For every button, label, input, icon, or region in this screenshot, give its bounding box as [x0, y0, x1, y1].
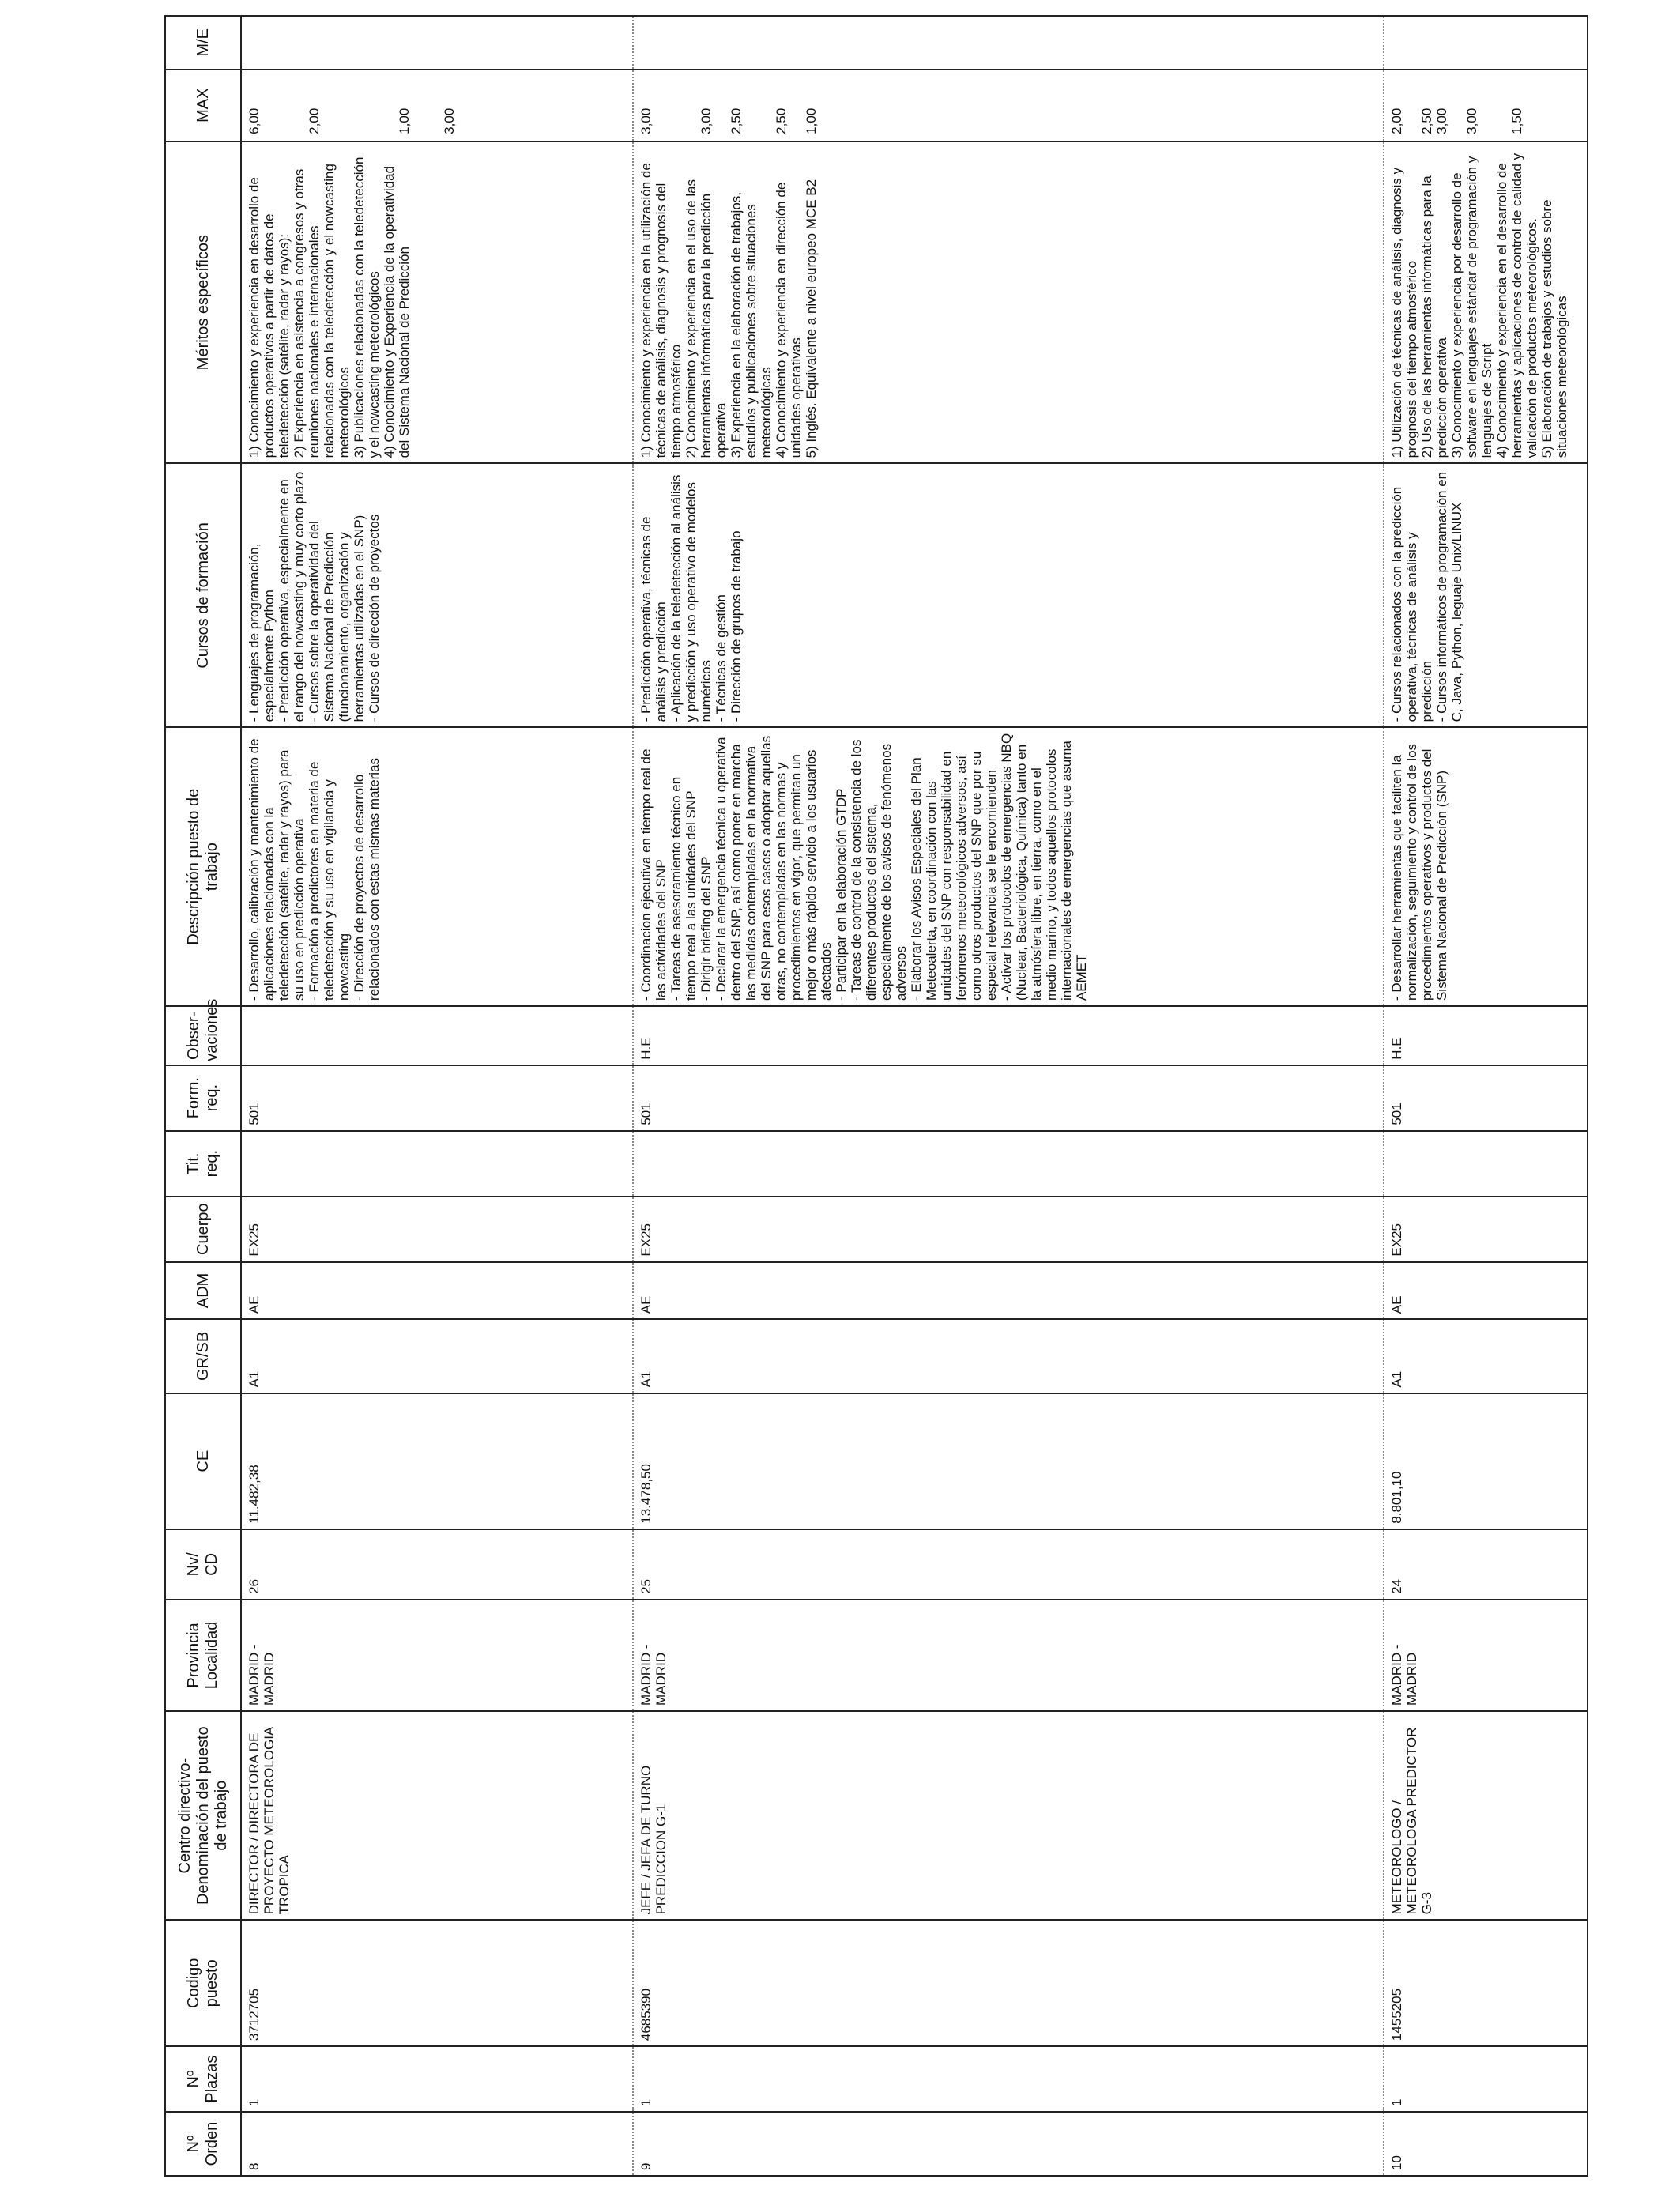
cell-centro: JEFE / JEFA DE TURNO PREDICCION G-1: [633, 1711, 1384, 1920]
cell-codigo: 3712705: [241, 1920, 633, 2046]
cell-observaciones: [241, 1006, 633, 1065]
cell-provincia: MADRID - MADRID: [1384, 1600, 1588, 1711]
cell-cursos: - Cursos relacionados con la predicción operativa, técnicas de análisis y predicción - Cursos informáticos de programación en C, Java, Python, leguaje Unix/LINUX: [1384, 463, 1588, 727]
cell-meritos: 1) Utilización de técnicas de análisis, diagnosis y prognosis del tiempo atmosférico 2) Uso de las herramientas informáticas para la predicción operativa 3) Conocimiento y experiencia por desarrollo de software en lenguajes estándar de programación y lenguajes de Script 4) Conocimiento y experiencia en el desarrollo de herramientas y aplicaciones de control de calidad y validación de productos meteorológicos. 5) Elaboración de trabajos y estudios sobre situaciones meteorológicas: [1384, 141, 1588, 464]
cell-centro: METEOROLOGO / METEOROLOGA PREDICTOR G-3: [1384, 1711, 1588, 1920]
cell-ce: 13.478,50: [633, 1393, 1384, 1529]
cell-max: 3,00 3,00 2,50 2,50 1,00: [633, 70, 1384, 141]
cell-cuerpo: EX25: [241, 1197, 633, 1262]
table-row: [241, 16, 633, 2176]
cell-meritos: 1) Conocimiento y experiencia en la utilización de técnicas de análisis, diagnosis y prognosis del tiempo atmosférico 2) Conocimiento y experiencia en el uso de las herramientas informáticas para la predicción operativa 3) Experiencia en la elaboración de trabajos, estudios y publicaciones sobre situaciones meteorológicas 4) Conocimiento y experiencia en dirección de unidades operativas 5) Inglés. Equivalente a nivel europeo MCE B2: [633, 141, 1384, 464]
cell-me: [633, 16, 1384, 70]
cell-observaciones: H.E: [1384, 1006, 1588, 1065]
cell-descripcion: - Desarrollar herramientas que faciliten la normalización, seguimiento y control de los procedimientos operativos y productos del Sistema Nacional de Predicción (SNP): [1384, 727, 1588, 1006]
cell-grupo: A1: [1384, 1319, 1588, 1393]
cell-plazas: 1: [633, 2046, 1384, 2112]
cell-max: 6,00 2,00 1,00 3,00: [241, 70, 633, 141]
cell-adm: AE: [633, 1262, 1384, 1320]
cell-observaciones: H.E: [633, 1006, 1384, 1065]
cell-plazas: 1: [241, 2046, 633, 2112]
header-ce: CE: [165, 1393, 241, 1529]
header-plazas: Nº Plazas: [165, 2046, 241, 2112]
cell-me: [241, 16, 633, 70]
header-observaciones: Obser- vaciones: [165, 1006, 241, 1065]
header-cursos: Cursos de formación: [165, 463, 241, 727]
header-centro: Centro directivo- Denominación del puesto de trabajo: [165, 1711, 241, 1920]
cell-cuerpo: EX25: [1384, 1197, 1588, 1262]
cell-meritos: 1) Conocimiento y experiencia en desarrollo de productos operativos a partir de datos de teledetección (satélite, radar y rayos): 2) Experiencia en asistencia a congresos y otras reuniones nacionales e internacionales relacionadas con la teledetección y el nowcasting meteorológicos 3) Publicaciones relacionadas con la teledetección y el nowcasting meteorológicos 4) Conocimiento y Experiencia de la operatividad del Sistema Nacional de Predicción: [241, 141, 633, 464]
header-titulacion: Tit. req.: [165, 1131, 241, 1197]
cell-codigo: 4685390: [633, 1920, 1384, 2046]
cell-me: [1384, 16, 1588, 70]
cell-adm: AE: [241, 1262, 633, 1320]
cell-orden: 10: [1384, 2112, 1588, 2176]
cell-formacion: 501: [633, 1065, 1384, 1131]
cell-codigo: 1455205: [1384, 1920, 1588, 2046]
cell-grupo: A1: [633, 1319, 1384, 1393]
header-formacion: Form. req.: [165, 1065, 241, 1131]
cell-descripcion: - Desarrollo, calibración y mantenimiento de aplicaciones relacionadas con la teledetección (satélite, radar y rayos) para su uso en predicción operativa - Formación a predictores en materia de teledetección y su uso en vigilancia y nowcasting - Dirección de proyectos de desarrollo relacionados con estas mismas materias: [241, 727, 633, 1006]
cell-nivel: 26: [241, 1529, 633, 1600]
cell-descripcion: - Coordinacion ejecutiva en tiempo real de las actividades del SNP - Tareas de asesoramiento técnico en tiempo real a las unidades del SNP - Dirigir briefing del SNP - Declarar la emergencia técnica u operativa dentro del SNP, así como poner en marcha las medidas contempladas en la normativa del SNP para esos casos o adoptar aquellas otras, no contempladas en las normas y procedimientos en vigor, que permitan un mejor o más rápido servicio a los usuarios afectados - Participar en la elaboración GTDP - Tareas de control de la consistencia de los diferentes productos del sistema, especialmente de los avisos de fenómenos adversos - Elaborar los Avisos Especiales del Plan Meteoalerta, en coordinación con las unidades del SNP con responsabilidad en fenómenos meteorológicos adversos, así como otros productos del SNP que por su especial relevancia se le encomienden - Activar los protocolos de emergencias NBQ (Nuclear, Bacteriológica, Química) tanto en la atmósfera libre, en tierra, como en el medio marino, y todos aquellos protocolos internacionales de emergencias que asuma AEMET: [633, 727, 1384, 1006]
header-adm: ADM: [165, 1262, 241, 1320]
header-cuerpo: Cuerpo: [165, 1197, 241, 1262]
job-positions-table: [164, 15, 1588, 2177]
cell-plazas: 1: [1384, 2046, 1588, 2112]
cell-ce: 11.482,38: [241, 1393, 633, 1529]
header-orden: Nº Orden: [165, 2112, 241, 2176]
cell-grupo: A1: [241, 1319, 633, 1393]
header-me: M/E: [165, 16, 241, 70]
cell-provincia: MADRID - MADRID: [633, 1600, 1384, 1711]
cell-ce: 8.801,10: [1384, 1393, 1588, 1529]
header-meritos: Méritos específicos: [165, 141, 241, 464]
table-row: [633, 16, 1384, 2176]
header-max: MAX: [165, 70, 241, 141]
cell-orden: 9: [633, 2112, 1384, 2176]
header-codigo: Codigo puesto: [165, 1920, 241, 2046]
cell-nivel: 24: [1384, 1529, 1588, 1600]
cell-centro: DIRECTOR / DIRECTORA DE PROYECTO METEOROLOGIA TROPICA: [241, 1711, 633, 1920]
cell-adm: AE: [1384, 1262, 1588, 1320]
cell-cursos: - Predicción operativa, técnicas de análisis y predicción - Aplicación de la teledetección al análisis y predicción y uso operativo de modelos numéricos - Técnicas de gestión - Dirección de grupos de trabajo: [633, 463, 1384, 727]
cell-formacion: 501: [1384, 1065, 1588, 1131]
header-grupo: GR/SB: [165, 1319, 241, 1393]
header-provincia: Provincia Localidad: [165, 1600, 241, 1711]
table-header: [165, 16, 241, 2176]
cell-provincia: MADRID - MADRID: [241, 1600, 633, 1711]
cell-nivel: 25: [633, 1529, 1384, 1600]
cell-orden: 8: [241, 2112, 633, 2176]
table-row: [1384, 16, 1588, 2176]
cell-titulacion: [1384, 1131, 1588, 1197]
cell-titulacion: [633, 1131, 1384, 1197]
header-nivel: Nv/ CD: [165, 1529, 241, 1600]
cell-max: 2,00 2,50 3,00 3,00 1,50: [1384, 70, 1588, 141]
cell-formacion: 501: [241, 1065, 633, 1131]
cell-titulacion: [241, 1131, 633, 1197]
header-descripcion: Descripción puesto de trabajo: [165, 727, 241, 1006]
cell-cuerpo: EX25: [633, 1197, 1384, 1262]
cell-cursos: - Lenguajes de programación, especialmente Python - Predicción operativa, especialmente en el rango del nowcasting y muy corto plazo - Cursos sobre la operatividad del Sistema Nacional de Predicción (funcionamiento, organización y herramientas utilizadas en el SNP) - Cursos de dirección de proyectos: [241, 463, 633, 727]
